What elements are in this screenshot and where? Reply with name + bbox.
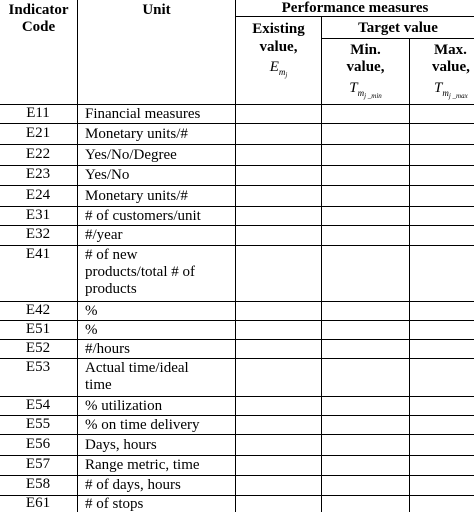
row-unit: %	[85, 322, 98, 338]
row-code: E42	[25, 302, 51, 318]
row-code: E61	[25, 495, 51, 511]
row-code: E53	[25, 359, 51, 375]
header-existing-line2: value,	[259, 39, 298, 55]
row-code: E58	[25, 476, 51, 492]
row-unit: Actual time/ideal	[85, 360, 189, 376]
row-unit: % utilization	[85, 398, 163, 414]
header-max-symbol: $T_{mj \_max}$	[434, 80, 468, 100]
row-code: E23	[25, 166, 51, 182]
row-unit: # of new	[85, 247, 138, 263]
row-unit: Financial measures	[85, 106, 201, 122]
row-unit: Monetary units/#	[85, 188, 188, 204]
header-rule-target	[322, 38, 474, 39]
row-code: E32	[25, 226, 51, 242]
row-unit: Range metric, time	[85, 457, 200, 473]
header-existing-line1: Existing	[252, 21, 305, 37]
row-code: E21	[25, 125, 51, 141]
row-code: E24	[25, 187, 51, 203]
row-unit: #/year	[85, 227, 123, 243]
row-code: E55	[25, 416, 51, 432]
header-performance: Performance measures	[281, 0, 429, 16]
row-unit: %	[85, 303, 98, 319]
col-divider-min	[409, 38, 410, 512]
header-code-line2: Code	[21, 19, 56, 35]
row-code: E57	[25, 456, 51, 472]
header-target: Target value	[358, 20, 438, 36]
row-unit: # of stops	[85, 496, 144, 512]
row-unit: products	[85, 281, 137, 297]
row-code: E41	[25, 246, 51, 262]
row-unit: # of days, hours	[85, 477, 181, 493]
row-code: E52	[25, 340, 51, 356]
row-unit: time	[85, 377, 112, 393]
row-code: E51	[25, 321, 51, 337]
row-rule	[0, 144, 474, 145]
row-unit: Yes/No	[85, 167, 130, 183]
row-code: E11	[26, 105, 50, 121]
header-max-line1: Max.	[434, 42, 467, 58]
col-divider-code	[77, 0, 78, 512]
row-unit: # of customers/unit	[85, 208, 201, 224]
row-unit: Yes/No/Degree	[85, 147, 177, 163]
row-unit: Monetary units/#	[85, 126, 188, 142]
row-unit: #/hours	[85, 341, 130, 357]
row-code: E31	[25, 207, 51, 223]
row-unit: products/total # of	[85, 264, 195, 280]
row-unit: Days, hours	[85, 437, 157, 453]
header-existing-symbol: $E_{mj}$	[269, 59, 288, 79]
header-max-line2: value,	[432, 59, 470, 75]
row-rule	[0, 123, 474, 124]
header-unit: Unit	[142, 2, 171, 18]
row-code: E54	[25, 397, 51, 413]
row-unit: % on time delivery	[85, 417, 200, 433]
row-code: E22	[25, 146, 51, 162]
header-code-line1: Indicator	[8, 2, 69, 18]
header-min-line2: value,	[346, 59, 385, 75]
row-rule	[0, 185, 474, 186]
header-min-symbol: $T_{mj \_min}$	[349, 80, 382, 100]
row-code: E56	[25, 436, 51, 452]
row-rule	[0, 434, 474, 435]
header-min-line1: Min.	[350, 42, 381, 58]
